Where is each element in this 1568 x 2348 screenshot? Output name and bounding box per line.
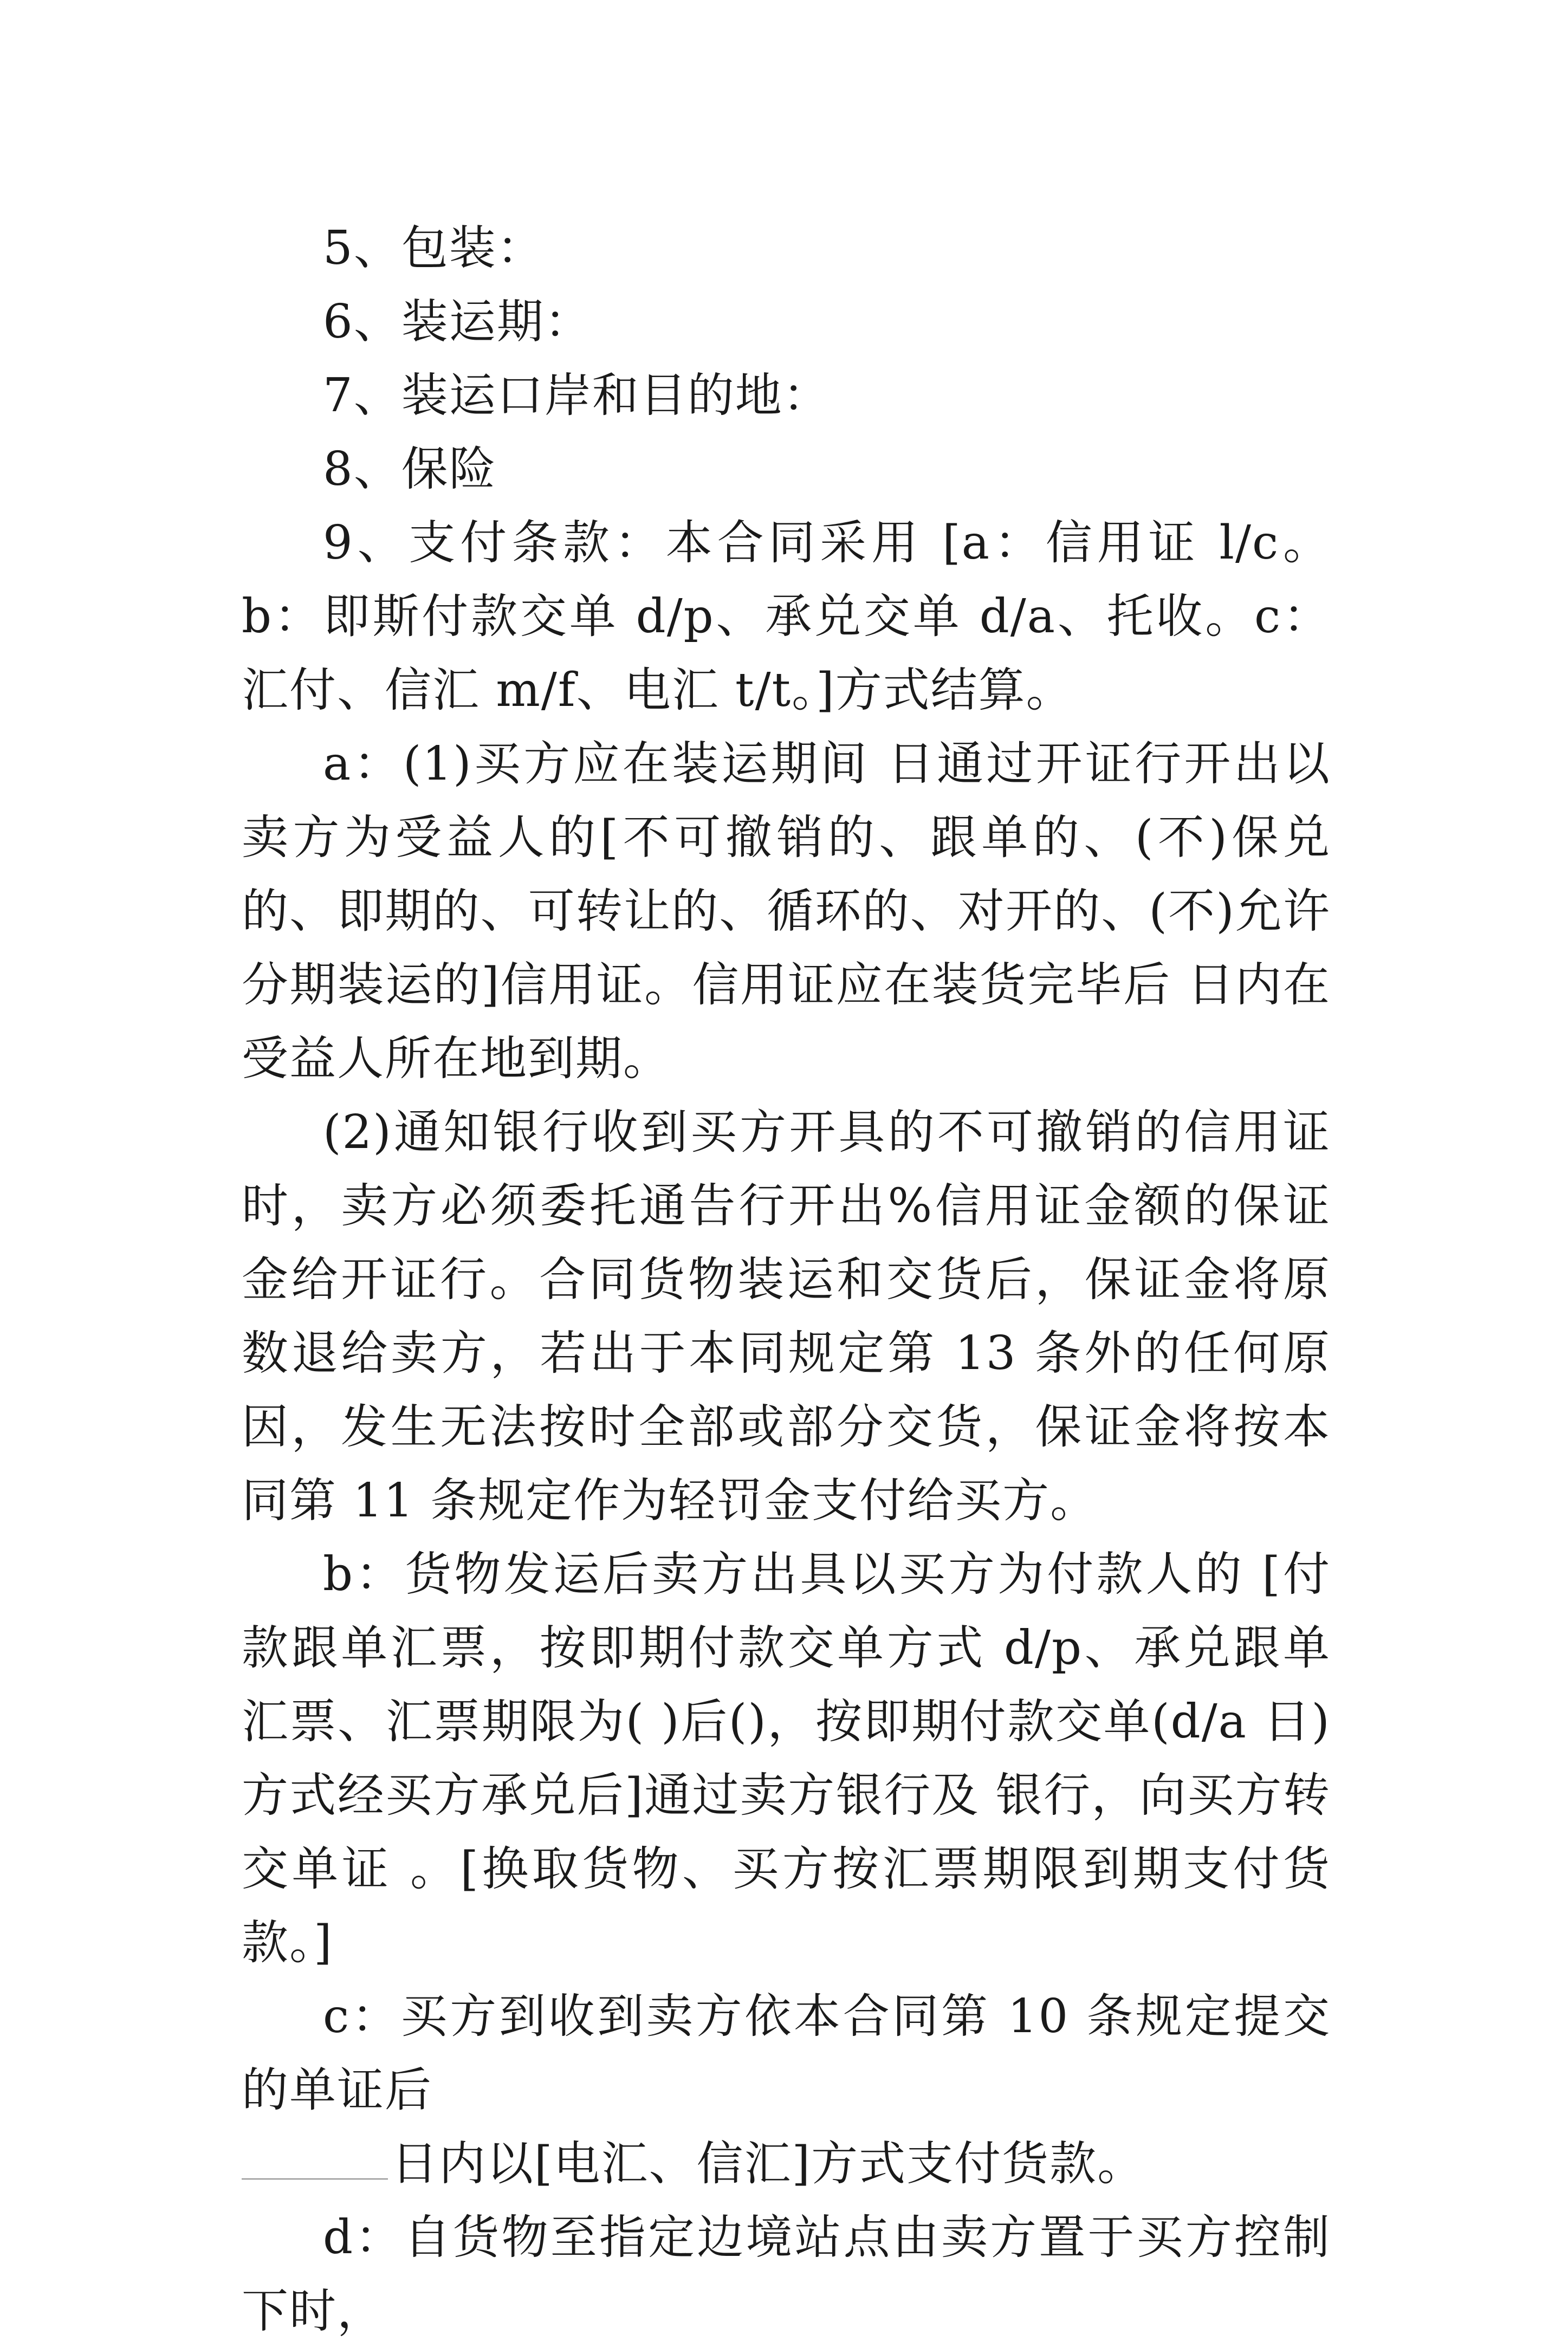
clause-payment-terms: 9、支付条款：本合同采用 [a：信用证 l/c。b：即斯付款交单 d/p、承兑交单 d/a、托收。c：汇付、信汇 m/f、电汇 t/t。]方式结算。 xyxy=(242,516,1331,717)
clause-payment-c-continued xyxy=(242,2127,1331,2201)
clause-payment-c-continued-text: 日内以[电汇、信汇]方式支付货款。 xyxy=(391,2137,1145,2191)
clause-insurance: 8、保险 xyxy=(323,442,497,496)
document-body xyxy=(242,211,1331,2348)
clause-packaging: 5、包装： xyxy=(323,221,545,275)
clause-payment-b: b：货物发运后卖方出具以买方为付款人的 [付款跟单汇票，按即期付款交单方式 d/p、承兑跟单汇票、汇票期限为( )后()，按即期付款交单(d/a 日)方式经买方承兑后]通过卖方银行及 银行，向买方转交单证 。[换取货物、买方按汇票期限到期支付货款。] xyxy=(242,1547,1331,1970)
clause-port-destination: 7、装运口岸和目的地： xyxy=(323,368,831,423)
clause-payment-d: d：自货物至指定边境站点由卖方置于买方控制下时， xyxy=(242,2210,1331,2338)
clause-payment-c: c：买方到收到卖方依本合同第 10 条规定提交的单证后 xyxy=(242,1989,1331,2117)
clause-payment-a: a：(1)买方应在装运期间 日通过开证行开出以卖方为受益人的[不可撤销的、跟单的、(不)保兑的、即期的、可转让的、循环的、对开的、(不)允许分期装运的]信用证。信用证应在装货完毕后 日内在受益人所在地到期。 xyxy=(242,737,1331,1086)
fill-in-blank xyxy=(242,2178,388,2180)
clause-payment-a2: (2)通知银行收到买方开具的不可撤销的信用证时，卖方必须委托通告行开出%信用证金额的保证金给开证行。合同货物装运和交货后，保证金将原数退给卖方，若出于本同规定第 13 条外的任何原因，发生无法按时全部或部分交货，保证金将按本同第 11 条规定作为轻罚金支付给买方。 xyxy=(242,1105,1331,1528)
clause-shipment-period: 6、装运期： xyxy=(323,295,592,349)
